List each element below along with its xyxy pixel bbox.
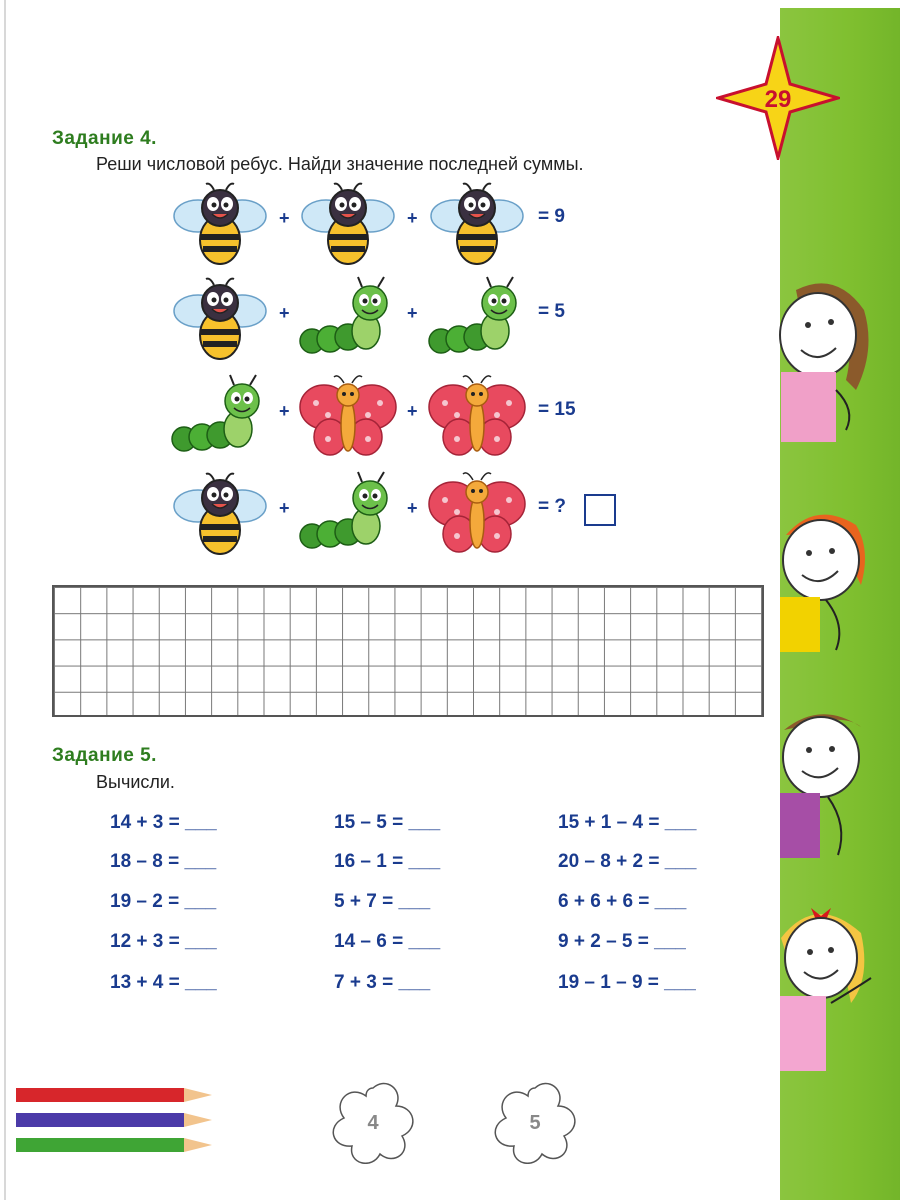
caterpillar-icon [298,275,398,363]
plus-sign: + [279,498,290,518]
bee-icon [427,180,527,268]
answer-box[interactable] [584,494,616,526]
equation[interactable]: 13 + 4 = ___ [110,972,217,993]
plus-sign: + [407,498,418,518]
equation[interactable]: 19 – 1 – 9 = ___ [558,972,696,993]
rebus-row [170,275,640,365]
equation[interactable]: 12 + 3 = ___ [110,931,217,952]
task5-instruction: Вычисли. [96,772,175,792]
kid-boy-brown-hair-icon [776,705,886,865]
plus-sign: + [279,208,290,228]
equation[interactable]: 14 – 6 = ___ [334,931,441,952]
equation[interactable]: 15 – 5 = ___ [334,812,441,833]
bee-icon [170,180,270,268]
bee-icon [170,470,270,558]
plus-sign: + [279,303,290,323]
grid-answer-area[interactable] [52,585,764,717]
butterfly-icon [298,373,398,461]
rebus-result: = 9 [538,206,565,227]
equation[interactable]: 6 + 6 + 6 = ___ [558,891,687,912]
equation[interactable]: 16 – 1 = ___ [334,851,441,872]
colored-pencils-icon [16,1082,216,1162]
rebus-row [170,180,640,270]
plus-sign: + [407,401,418,421]
equation[interactable]: 19 – 2 = ___ [110,891,217,912]
plus-sign: + [407,303,418,323]
flower-number-1: 4 [367,1112,379,1134]
rebus-result: = ? [538,496,566,517]
equation[interactable]: 14 + 3 = ___ [110,812,217,833]
equation[interactable]: 20 – 8 + 2 = ___ [558,851,697,872]
bee-icon [170,275,270,363]
equation[interactable]: 15 + 1 – 4 = ___ [558,812,697,833]
equation[interactable]: 5 + 7 = ___ [334,891,431,912]
butterfly-icon [427,470,527,558]
plus-sign: + [407,208,418,228]
butterfly-icon [427,373,527,461]
rebus-row [170,373,640,463]
task5-title: Задание 5. [52,745,157,766]
kid-girl-blonde-hair-icon [776,898,886,1078]
rebus-result: = 5 [538,301,565,322]
equation[interactable]: 7 + 3 = ___ [334,972,431,993]
kid-boy-orange-hair-icon [776,505,886,655]
equation[interactable]: 18 – 8 = ___ [110,851,217,872]
caterpillar-icon [427,275,527,363]
page-number: 29 [764,86,792,113]
flower-number-2: 5 [529,1112,541,1134]
page-edge-line [4,0,6,1200]
rebus-row [170,470,640,560]
caterpillar-icon [298,470,398,558]
equation[interactable]: 9 + 2 – 5 = ___ [558,931,686,952]
task4-title: Задание 4. [52,128,157,149]
task4-instruction: Реши числовой ребус. Найди значение последней суммы. [96,154,584,174]
caterpillar-icon [170,373,270,461]
kid-girl-brown-hair-icon [776,280,886,450]
rebus-result: = 15 [538,399,576,420]
plus-sign: + [279,401,290,421]
bee-icon [298,180,398,268]
